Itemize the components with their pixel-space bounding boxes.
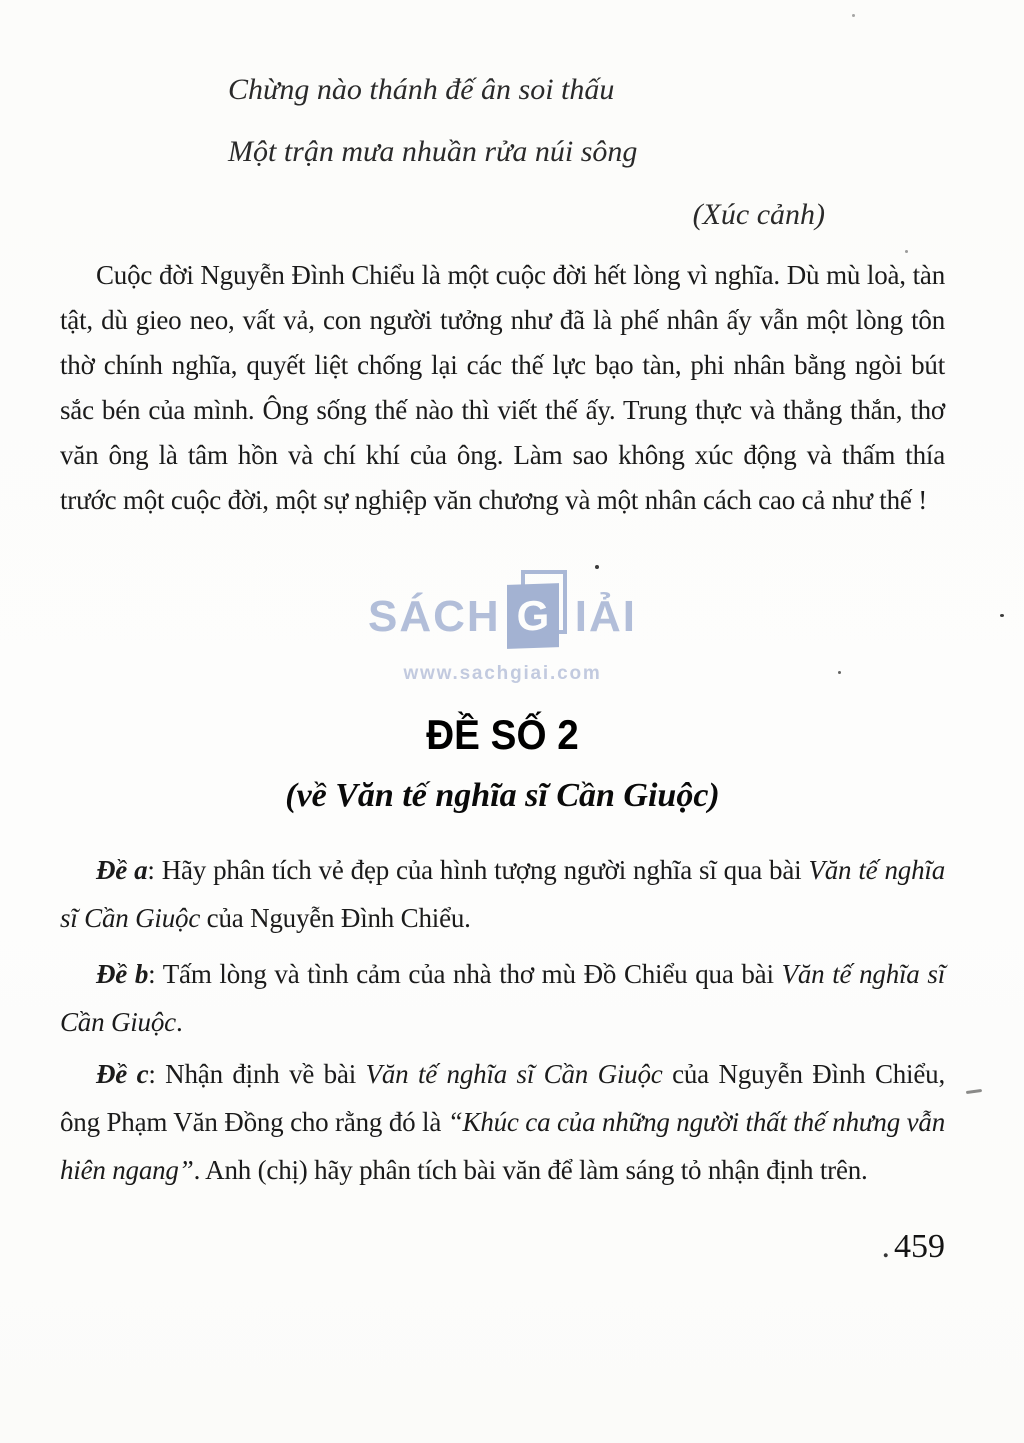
problem-c-mid: của Nguyễn Đình Chiểu, ông Phạm Văn Đồng cho rằng đó là bbox=[60, 1059, 945, 1137]
problem-a-label: Đề a bbox=[96, 855, 148, 885]
book-icon bbox=[507, 570, 569, 656]
problem-b-label: Đề b bbox=[96, 959, 149, 989]
problem-b-paragraph bbox=[60, 950, 945, 1046]
scan-noise-dot: . bbox=[881, 1228, 890, 1265]
problem-c-work-title: Văn tế nghĩa sĩ Cần Giuộc bbox=[365, 1059, 663, 1089]
watermark-text-left: SÁCH bbox=[368, 592, 501, 641]
watermark-logo-row bbox=[60, 573, 945, 661]
problem-c-tail: . Anh (chị) hãy phân tích bài văn để làm sáng tỏ nhận định trên. bbox=[193, 1155, 868, 1185]
book-icon-letter: G bbox=[516, 591, 550, 640]
problem-c-lead: : Nhận định về bài bbox=[148, 1059, 366, 1089]
scan-speckle bbox=[905, 250, 908, 253]
problem-a-work-title: Văn tế nghĩa sĩ Cần Giuộc bbox=[60, 855, 945, 933]
poem-block bbox=[228, 72, 945, 233]
watermark-url: www.sachgiai.com bbox=[403, 663, 602, 684]
poem-attribution: (Xúc cảnh) bbox=[692, 198, 825, 231]
problem-a-lead: : Hãy phân tích vẻ đẹp của hình tượng người nghĩa sĩ qua bài bbox=[147, 855, 809, 885]
poem-line-2: Một trận mưa nhuần rửa núi sông bbox=[228, 135, 638, 168]
problem-c-quote: “Khúc ca của những người thất thế nhưng vẫn hiên ngang” bbox=[60, 1107, 945, 1185]
section-subtitle: (về Văn tế nghĩa sĩ Cần Giuộc) bbox=[285, 777, 720, 814]
book-icon-front-page bbox=[507, 583, 559, 649]
problem-b-tail: . bbox=[175, 1007, 183, 1037]
section-title: ĐỀ SỐ 2 bbox=[426, 711, 579, 758]
poem-line-1: Chừng nào thánh đế ân soi thấu bbox=[228, 73, 615, 106]
scan-speckle bbox=[595, 565, 599, 569]
problem-b-work-title: Văn tế nghĩa sĩ Cần Giuộc bbox=[60, 959, 945, 1037]
watermark-text-right: IẢI bbox=[574, 592, 637, 641]
sachgiai-watermark bbox=[60, 573, 945, 685]
problem-b-lead: : Tấm lòng và tình cảm của nhà thơ mù Đồ Chiểu qua bài bbox=[148, 959, 782, 989]
problem-c-paragraph bbox=[60, 1050, 945, 1194]
intro-paragraph: Cuộc đời Nguyễn Đình Chiểu là một cuộc đời hết lòng vì nghĩa. Dù mù loà, tàn tật, dù gieo neo, vất vả, con người tưởng như đã là phế nhân ấy vẫn một lòng tôn thờ chính nghĩa, quyết liệt chống lại các thế lực bạo tàn, phi nhân bằng ngòi bút sắc bén của mình. Ông sống thế nào thì viết thế ấy. Trung thực và thẳng thắn, thơ văn ông là tâm hồn và chí khí của ông. Làm sao không xúc động và thấm thía trước một cuộc đời, một sự nghiệp văn chương và một nhân cách cao cả như thế ! bbox=[60, 260, 945, 515]
problem-a-paragraph bbox=[60, 846, 945, 942]
problem-c-label: Đề c bbox=[96, 1059, 149, 1089]
scan-speckle bbox=[1000, 614, 1004, 617]
scan-speckle bbox=[852, 14, 855, 17]
problem-a-tail: của Nguyễn Đình Chiểu. bbox=[200, 903, 471, 933]
page-number: 459 bbox=[894, 1228, 945, 1265]
scan-speckle bbox=[838, 671, 841, 674]
scan-speckle bbox=[966, 1089, 982, 1094]
page-number-row bbox=[60, 1226, 945, 1268]
